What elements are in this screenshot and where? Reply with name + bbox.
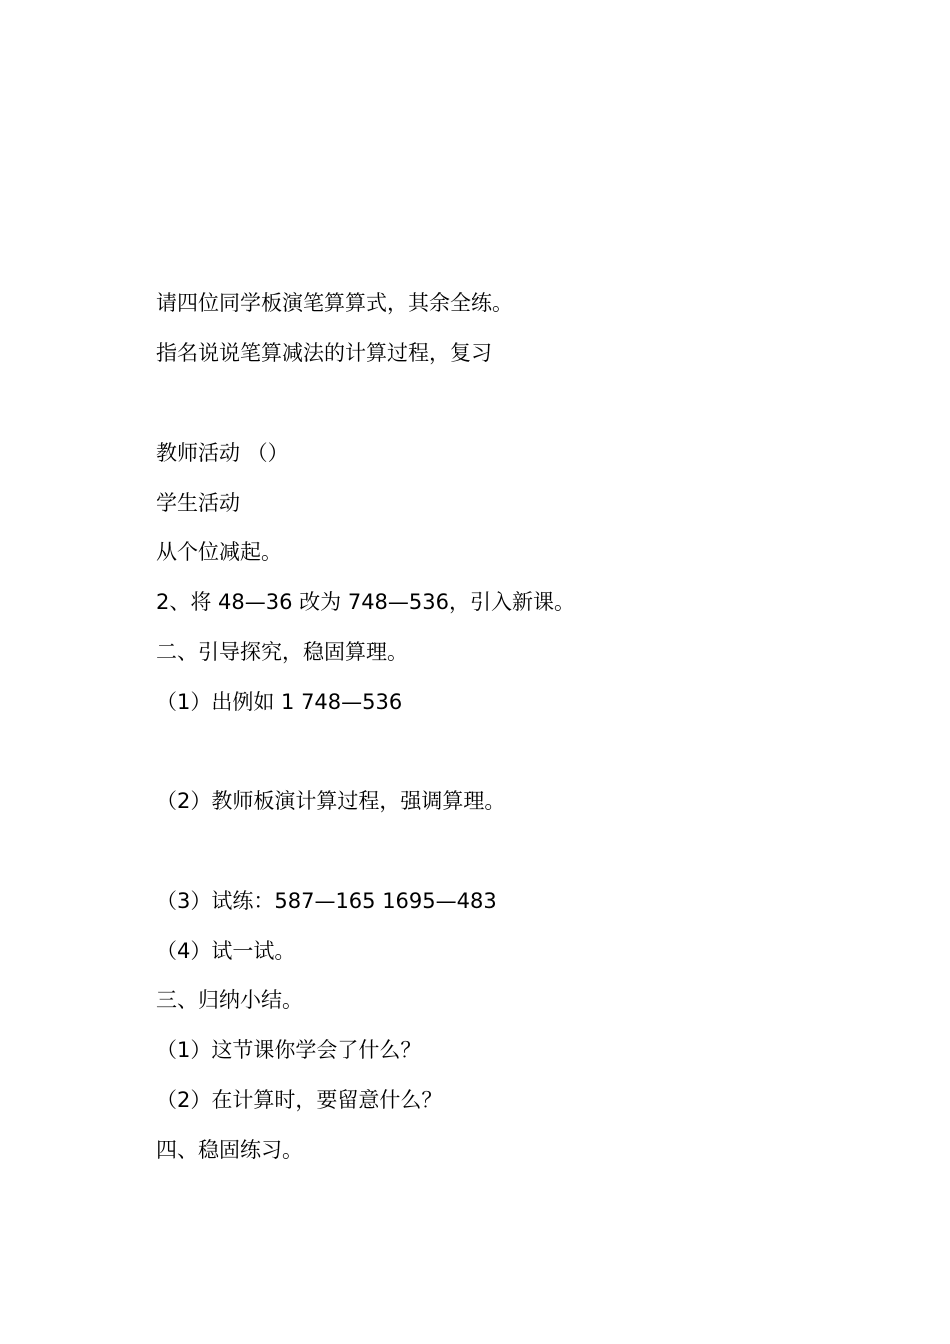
text-line-ones-place: 从个位减起。	[156, 540, 282, 564]
text-line-question-learned: （1）这节课你学会了什么？	[156, 1038, 422, 1062]
section-heading-summary: 三、归纳小结。	[156, 988, 303, 1012]
text-line-question-attention: （2）在计算时，要留意什么？	[156, 1088, 443, 1112]
text-line-try: （4）试一试。	[156, 939, 296, 963]
text-line-student-activity: 学生活动	[156, 491, 240, 515]
text-line-practice: （3）试练：587—165 1695—483	[156, 889, 497, 913]
text-line-teacher-activity: 教师活动 （）	[156, 441, 289, 465]
section-heading-consolidate: 四、稳固练习。	[156, 1138, 303, 1162]
text-line-teacher-demo: （2）教师板演计算过程，强调算理。	[156, 789, 506, 813]
text-line-review: 指名说说笔算减法的计算过程，复习	[156, 341, 492, 365]
text-line-board-practice: 请四位同学板演笔算算式，其余全练。	[156, 291, 513, 315]
section-heading-explore: 二、引导探究，稳固算理。	[156, 640, 408, 664]
text-line-new-lesson: 2、将 48—36 改为 748—536，引入新课。	[156, 590, 575, 614]
text-line-example: （1）出例如 1 748—536	[156, 690, 403, 714]
